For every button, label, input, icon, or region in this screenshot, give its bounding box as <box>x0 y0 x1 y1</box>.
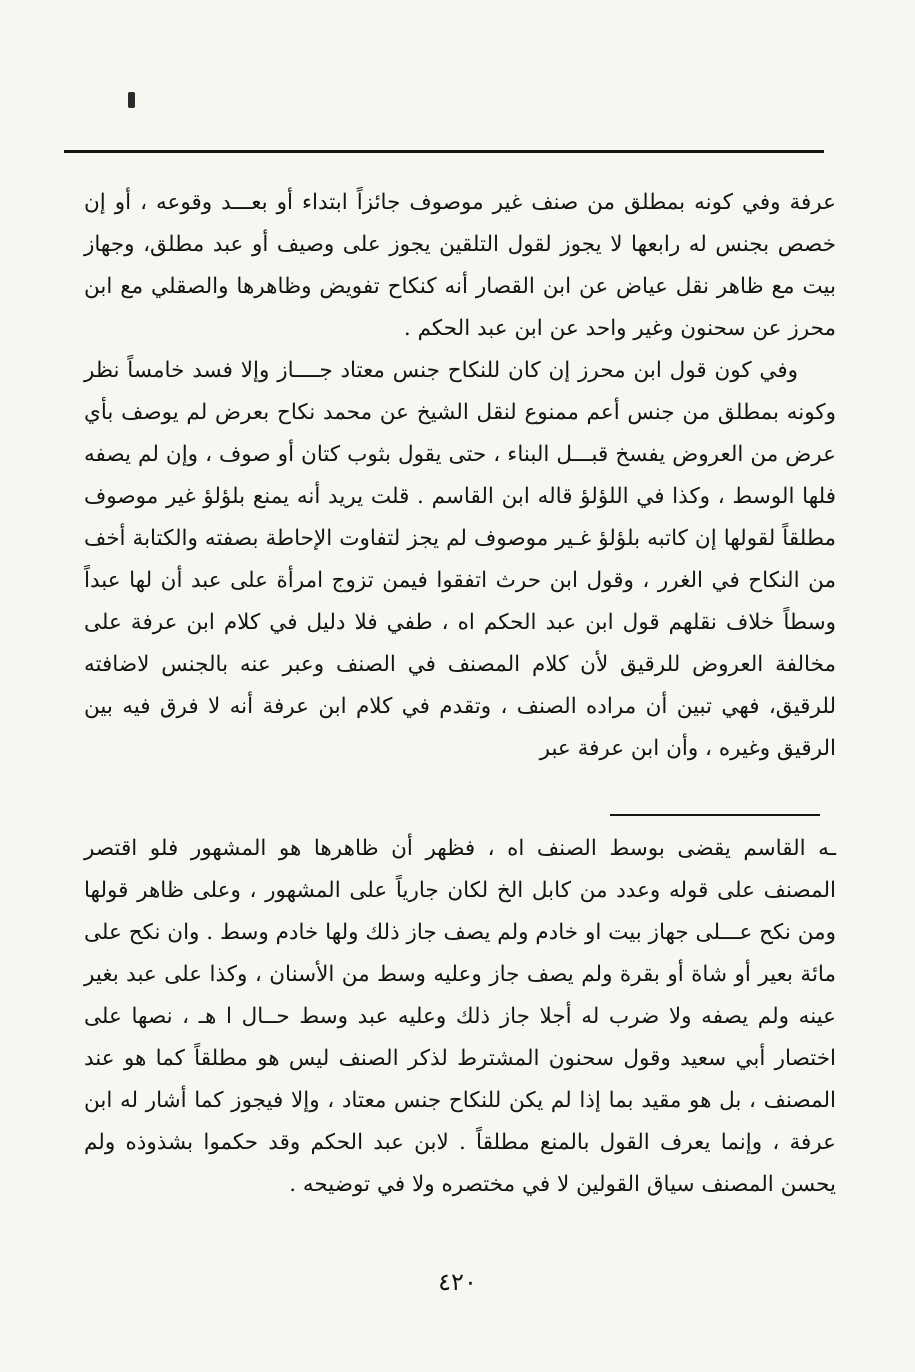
main-paragraph-1: عرفة وفي كونه بمطلق من صنف غير موصوف جائزاً ابتداء أو بعـــد وقوعه ، أو إن خصص بجنس له رابعها لا يجوز لقول التلقين يجوز على وصيف أو عبد مطلق، وجهاز بيت مع ظاهر نقل عياض عن ابن القصار أنه كنكاح تفويض وظاهرها والصقلي مع ابن محرز عن سحنون وغير واحد عن ابن عبد الحكم . <box>84 190 836 341</box>
page-number: ٤٢٠ <box>438 1268 477 1296</box>
header-rule <box>64 150 824 153</box>
main-paragraph-2: وفي كون قول ابن محرز إن كان للنكاح جنس معتاد جــــاز وإلا فسد خامساً نظر وكونه بمطلق من جنس أعم ممنوع لنقل الشيخ عن محمد نكاح بعرض لم يوصف بأي عرض من العروض يفسخ قبـــل البناء ، حتى يقول بثوب كتان أو صوف ، وإن لم يصفه فلها الوسط ، وكذا في اللؤلؤ قاله ابن القاسم . قلت يريد أنه يمنع بلؤلؤ غير موصوف مطلقاً لقولها إن كاتبه بلؤلؤ غـير موصوف لم يجز لتفاوت الإحاطة بصفته والكتابة أخف من النكاح في الغرر ، وقول ابن حرث اتفقوا فيمن تزوج امرأة على عبد أن لها عبداً وسطاً خلاف نقلهم قول ابن عبد الحكم اه ، طفي فلا دليل في كلام ابن عرفة على مخالفة العروض للرقيق لأن كلام المصنف في الصنف وعبر عنه بالجنس لاضافته للرقيق، فهي تبين أن مراده الصنف ، وتقدم في كلام ابن عرفة أنه لا فرق فيه بين الرقيق وغيره ، وأن ابن عرفة عبر <box>84 358 836 761</box>
footnote-text <box>84 828 836 1206</box>
main-text <box>84 182 836 770</box>
ink-mark <box>128 92 135 108</box>
footnote-separator <box>610 814 820 816</box>
footnote-paragraph: ـه القاسم يقضى بوسط الصنف اه ، فظهر أن ظاهرها هو المشهور فلو اقتصر المصنف على قوله وعدد من كابل الخ لكان جارياً على المشهور ، وعلى ظاهر قولها ومن نكح عـــلى جهاز بيت او خادم ولم يصف جاز ذلك ولها خادم وسط . وان نكح على مائة بعير أو شاة أو بقرة ولم يصف جاز وعليه وسط من الأسنان ، وكذا على عبد بغير عينه ولم يصفه ولا ضرب له أجلا جاز ذلك وعليه عبد وسط حــال ا هـ ، نصها على اختصار أبي سعيد وقول سحنون المشترط لذكر الصنف ليس هو مطلقاً كما هو عند المصنف ، بل هو مقيد بما إذا لم يكن للنكاح جنس معتاد ، وإلا فيجوز كما أشار له ابن عرفة ، وإنما يعرف القول بالمنع مطلقاً . لابن عبد الحكم وقد حكموا بشذوذه ولم يحسن المصنف سياق القولين لا في مختصره ولا في توضيحه . <box>84 836 836 1197</box>
